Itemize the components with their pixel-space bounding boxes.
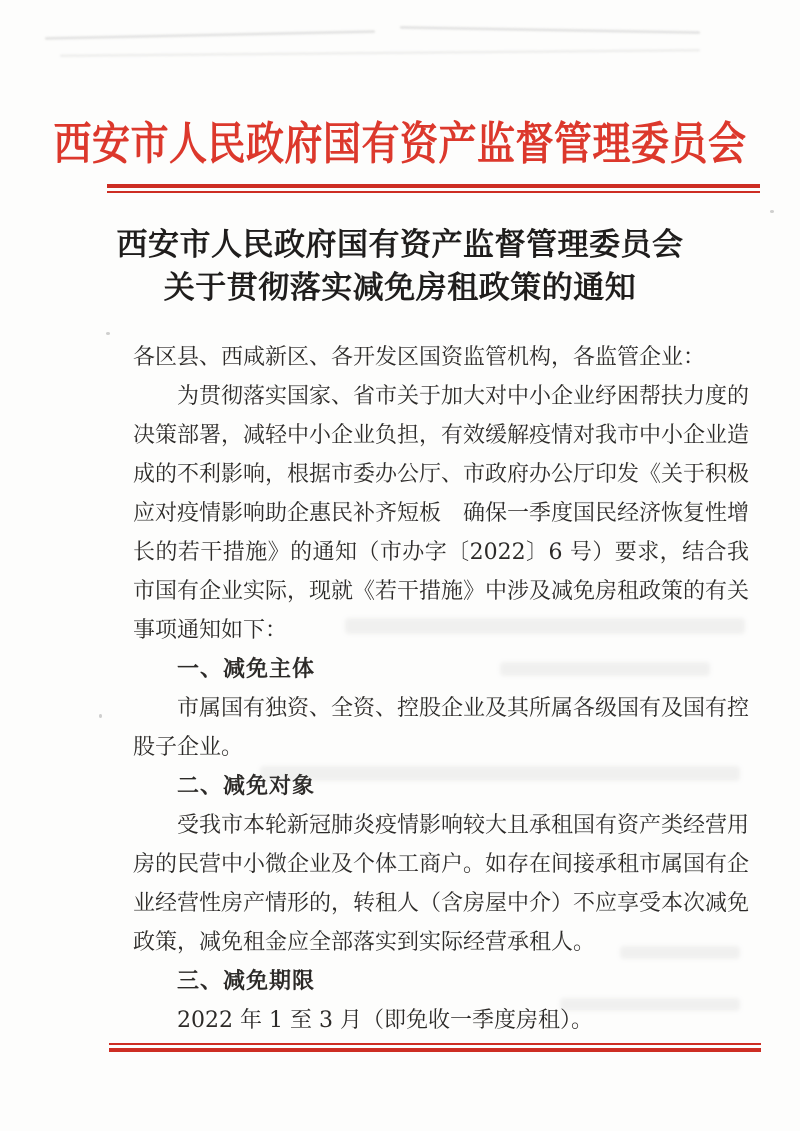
opening-paragraph: 为贯彻落实国家、省市关于加大对中小企业纾困帮扶力度的决策部署，减轻中小企业负担，有效缓解疫情对我市中小企业造成的不利影响，根据市委办公厅、市政府办公厅印发《关于积极应对疫情影响助企惠民补齐短板 确保一季度国民经济恢复性增长的若干措施》的通知（市办字〔2022〕6 号）要求，结合我市国有企业实际，现就《若干措施》中涉及减免房租政策的有关事项通知如下： [133, 384, 750, 643]
section-3-paragraph: 2022 年 1 至 3 月（即免收一季度房租）。 [177, 1008, 593, 1033]
scan-artifact-scratch [45, 31, 375, 40]
footer-rule [109, 1043, 761, 1052]
document-body [133, 338, 749, 1040]
document-title [0, 224, 800, 310]
letterhead-divider-rule [107, 184, 760, 193]
scan-artifact-bleedthrough [345, 618, 745, 634]
scan-artifact-scratch [400, 26, 700, 33]
section-2-paragraph: 受我市本轮新冠肺炎疫情影响较大且承租国有资产类经营用房的民营中小微企业及个体工商户。如存在间接承租市属国有企业经营性房产情形的，转租人（含房屋中介）不应享受本次减免政策，减免租金应全部落实到实际经营承租人。 [133, 813, 750, 955]
document-title-line2: 关于贯彻落实减免房租政策的通知 [163, 270, 637, 306]
scan-artifact-scratch [60, 49, 700, 57]
agency-letterhead: 西安市人民政府国有资产监督管理委员会 [53, 116, 747, 170]
scan-artifact-bleedthrough [620, 946, 740, 959]
scan-artifact-speck [106, 332, 110, 335]
scan-artifact-speck [770, 210, 774, 213]
section-heading-2: 二、减免对象 [177, 774, 316, 799]
scan-artifact-bleedthrough [260, 766, 740, 781]
scan-artifact-bleedthrough [560, 998, 740, 1011]
section-heading-3: 三、减免期限 [177, 969, 316, 994]
salutation-line: 各区县、西咸新区、各开发区国资监管机构，各监管企业： [133, 345, 706, 370]
section-heading-1: 一、减免主体 [177, 657, 316, 682]
scan-artifact-bleedthrough [500, 662, 710, 676]
scan-artifact-speck [99, 714, 102, 718]
section-1-paragraph: 市属国有独资、全资、控股企业及其所属各级国有及国有控股子企业。 [133, 696, 750, 760]
document-title-line1: 西安市人民政府国有资产监督管理委员会 [116, 227, 684, 263]
